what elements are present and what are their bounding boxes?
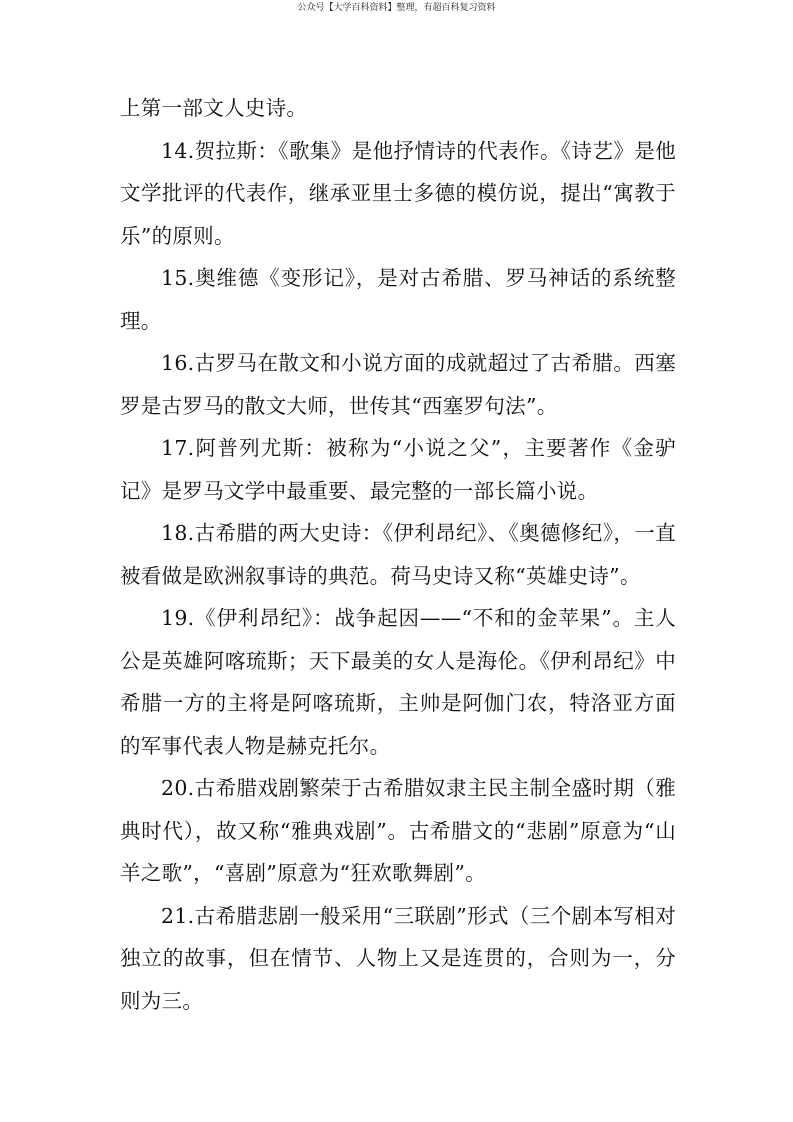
paragraph-item-21: 21.古希腊悲剧一般采用“三联剧”形式（三个剧本写相对独立的故事，但在情节、人物上又是连贯的，合则为一，分则为三。 <box>120 903 676 1013</box>
paragraph-continuation: 上第一部文人史诗。 <box>120 96 308 120</box>
document-body <box>120 87 676 1022</box>
paragraph-item-16: 16.古罗马在散文和小说方面的成就超过了古希腊。西塞罗是古罗马的散文大师，世传其“西塞罗句法”。 <box>120 351 676 418</box>
paragraph-item-15: 15.奥维德《变形记》，是对古希腊、罗马神话的系统整理。 <box>120 266 676 333</box>
paragraph-item-17: 17.阿普列尤斯：被称为“小说之父”，主要著作《金驴记》是罗马文学中最重要、最完整的一部长篇小说。 <box>120 436 676 503</box>
paragraph-item-14: 14.贺拉斯：《歌集》是他抒情诗的代表作。《诗艺》是他文学批评的代表作，继承亚里士多德的模仿说，提出“寓教于乐”的原则。 <box>120 138 676 248</box>
paragraph-item-19: 19.《伊利昂纪》：战争起因——“不和的金苹果”。主人公是英雄阿喀琉斯；天下最美的女人是海伦。《伊利昂纪》中希腊一方的主将是阿喀琉斯，主帅是阿伽门农，特洛亚方面的军事代表人物是赫克托尔。 <box>120 606 676 758</box>
paragraph-item-20: 20.古希腊戏剧繁荣于古希腊奴隶主民主制全盛时期（雅典时代），故又称“雅典戏剧”。古希腊文的“悲剧”原意为“山羊之歌”，“喜剧”原意为“狂欢歌舞剧”。 <box>120 776 676 885</box>
page-header: 公众号【大学百科资料】整理，有超百科复习资料 <box>297 3 496 13</box>
paragraph-item-18: 18.古希腊的两大史诗：《伊利昂纪》、《奥德修纪》，一直被看做是欧洲叙事诗的典范。荷马史诗又称“英雄史诗”。 <box>120 521 676 588</box>
